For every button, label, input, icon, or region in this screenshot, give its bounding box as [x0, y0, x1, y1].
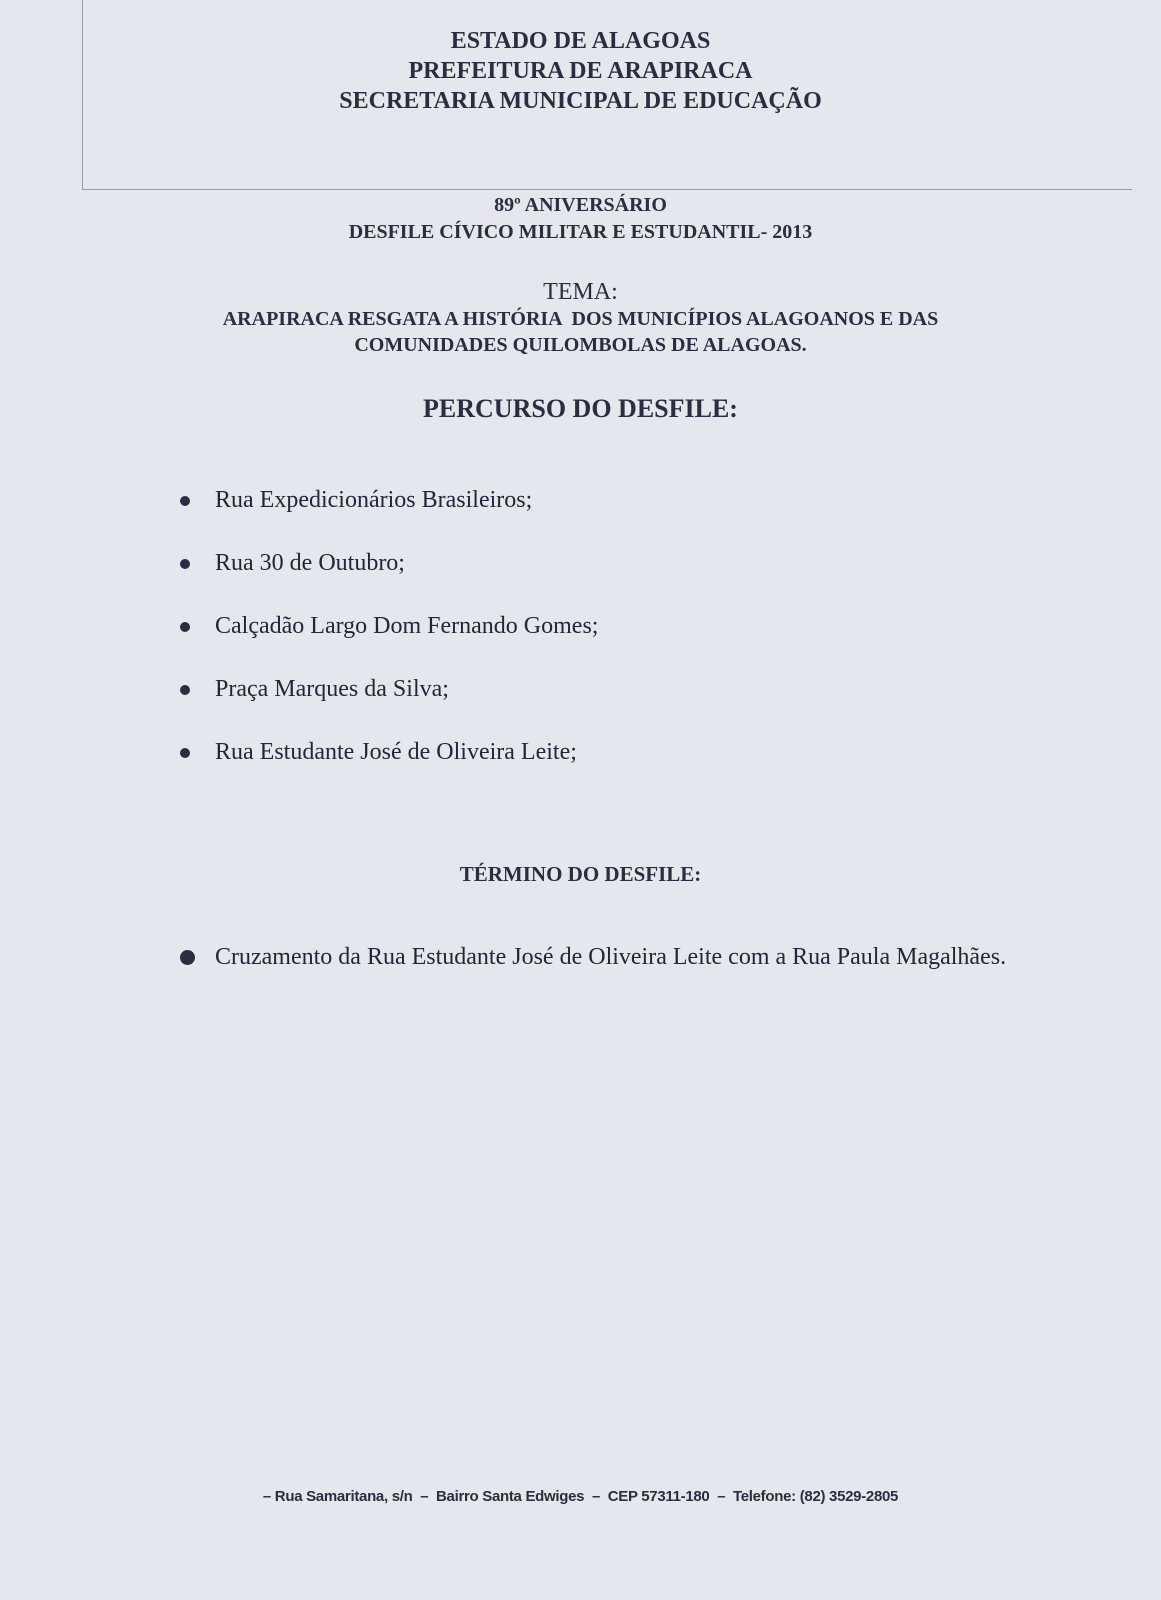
end-item-text: Cruzamento da Rua Estudante José de Oliveira Leite com a Rua Paula Magalhães. [215, 944, 1007, 970]
list-item [180, 485, 598, 548]
route-item-text: Rua Estudante José de Oliveira Leite; [215, 739, 577, 765]
route-item-text: Rua 30 de Outubro; [215, 550, 405, 576]
route-item-text: Calçadão Largo Dom Fernando Gomes; [215, 613, 599, 639]
end-title: TÉRMINO DO DESFILE: [459, 862, 702, 886]
theme-text [0, 306, 1161, 358]
route-item-text: Rua Expedicionários Brasileiros; [215, 487, 533, 513]
list-item [180, 737, 598, 800]
list-item [180, 548, 598, 611]
state-name: ESTADO DE ALAGOAS [450, 28, 711, 54]
bullet-icon [180, 685, 190, 695]
bullet-icon [180, 950, 195, 965]
theme-label: TEMA: [543, 279, 618, 305]
theme-line-1: ARAPIRACA RESGATA A HISTÓRIA DOS MUNICÍPIOS ALAGOANOS E DAS [222, 308, 939, 330]
letterhead [0, 26, 1161, 116]
bullet-icon [180, 748, 190, 758]
bullet-icon [180, 496, 190, 506]
theme-line-2: COMUNIDADES QUILOMBOLAS DE ALAGOAS. [354, 334, 807, 356]
department-name: SECRETARIA MUNICIPAL DE EDUCAÇÃO [339, 88, 822, 114]
bullet-icon [180, 559, 190, 569]
anniversary-title: 89º ANIVERSÁRIO [494, 194, 667, 216]
route-item-text: Praça Marques da Silva; [215, 676, 449, 702]
end-item [180, 942, 1010, 972]
parade-title: DESFILE CÍVICO MILITAR E ESTUDANTIL- 2013 [348, 221, 813, 243]
list-item [180, 674, 598, 737]
route-title: PERCURSO DO DESFILE: [423, 394, 738, 423]
bullet-icon [180, 622, 190, 632]
list-item [180, 611, 598, 674]
city-hall-name: PREFEITURA DE ARAPIRACA [408, 58, 753, 84]
footer-address: – Rua Samaritana, s/n – Bairro Santa Edwiges – CEP 57311-180 – Telefone: (82) 3529-2805 [262, 1488, 899, 1505]
event-heading [0, 192, 1161, 246]
route-list [180, 485, 598, 800]
